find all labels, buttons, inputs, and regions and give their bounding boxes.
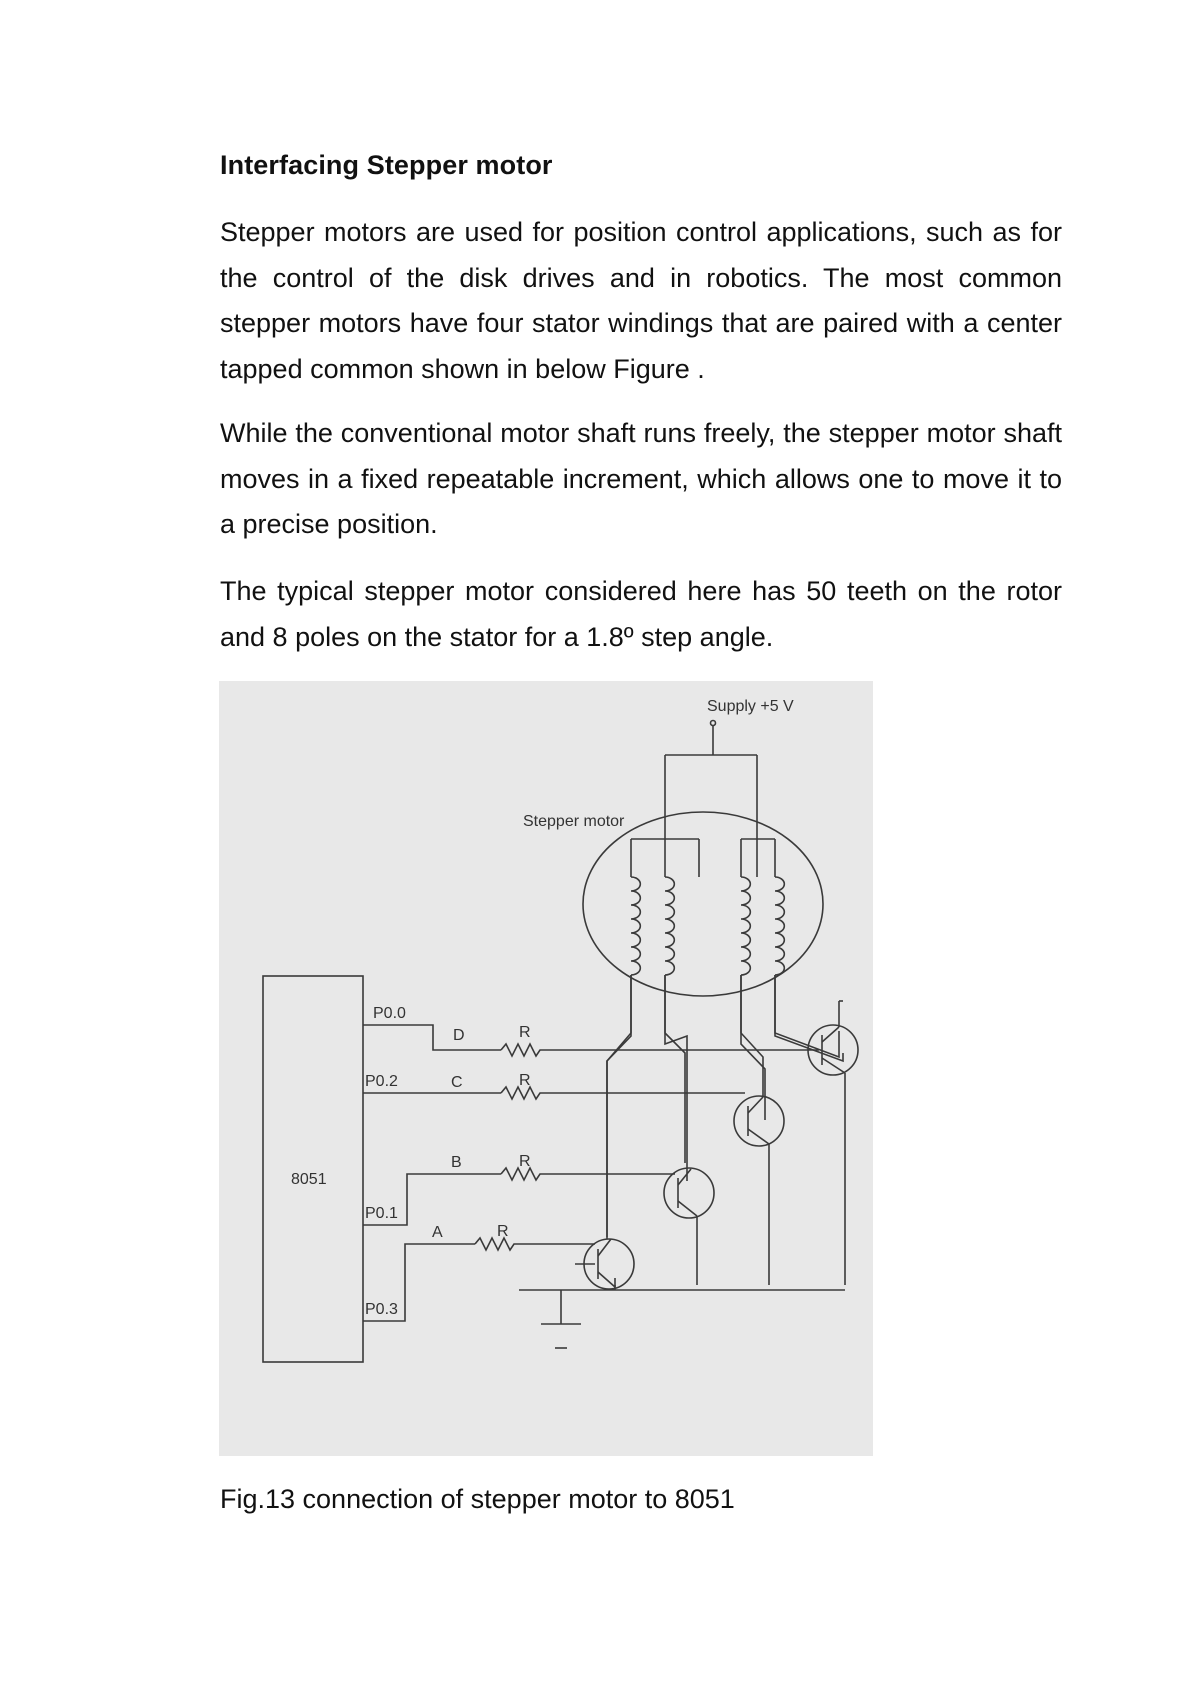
phase-label-d: D xyxy=(453,1027,465,1044)
chip-label: 8051 xyxy=(291,1171,327,1188)
stepper-circuit-figure xyxy=(219,681,873,1456)
paragraph-stepper-intro: Stepper motors are used for position control applications, such as for the control of the disk drives and in robotics. The most common stepper motors have four stator windings that are paired with a center tapped common shown in below Figure . xyxy=(220,217,1062,384)
port-label-p03: P0.3 xyxy=(365,1301,398,1318)
phase-label-a: A xyxy=(432,1224,443,1241)
resistor-label-d: R xyxy=(519,1024,531,1041)
phase-label-b: B xyxy=(451,1154,462,1171)
paragraph-shaft-motion: While the conventional motor shaft runs freely, the stepper motor shaft moves in a fixed repeatable increment, which allows one to move it to a precise position. xyxy=(220,418,1062,539)
motor-label: Stepper motor xyxy=(523,813,625,830)
section-heading: Interfacing Stepper motor xyxy=(220,150,553,180)
port-label-p02: P0.2 xyxy=(365,1073,398,1090)
resistor-label-b: R xyxy=(519,1153,531,1170)
figure-background xyxy=(219,681,873,1456)
port-label-p01: P0.1 xyxy=(365,1205,398,1222)
supply-label: Supply +5 V xyxy=(707,698,794,715)
paragraph-step-angle: The typical stepper motor considered here has 50 teeth on the rotor and 8 poles on the stator for a 1.8º step angle. xyxy=(220,576,1062,652)
resistor-label-a: R xyxy=(497,1223,509,1240)
figure-caption: Fig.13 connection of stepper motor to 8051 xyxy=(220,1484,735,1514)
phase-label-c: C xyxy=(451,1074,463,1091)
port-label-p00: P0.0 xyxy=(373,1005,406,1022)
resistor-label-c: R xyxy=(519,1072,531,1089)
circuit-diagram xyxy=(219,681,873,1456)
